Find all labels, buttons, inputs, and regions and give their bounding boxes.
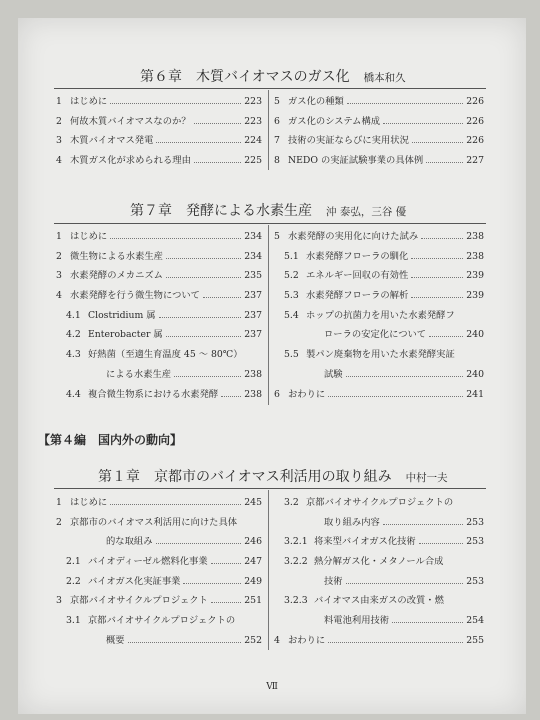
toc-leader-dots (110, 103, 241, 104)
toc-leader-dots (156, 142, 241, 143)
toc-entry (56, 227, 262, 247)
toc-leader-dots (110, 504, 241, 505)
toc-entry (274, 266, 484, 286)
toc-entry-label: ガス化の種類 (288, 96, 344, 107)
toc-entry-page: 238 (466, 231, 484, 242)
toc-entry (274, 345, 484, 365)
toc-entry-label: おわりに (288, 634, 326, 646)
toc-entry-number: 3 (56, 595, 62, 607)
toc-entry-page: 247 (244, 556, 262, 568)
toc-entry-label: はじめに (70, 497, 108, 508)
toc-leader-dots (110, 238, 241, 239)
chapter6-heading (140, 66, 406, 86)
toc-entry-label: 試験 (324, 368, 343, 380)
part4-heading: 【第４編 国内外の動向】 (38, 433, 183, 447)
toc-leader-dots (194, 162, 241, 163)
toc-entry-page: 234 (244, 250, 262, 262)
toc-entry-number: 3 (56, 270, 62, 282)
toc-entry-label: 複合微生物系における水素発酵 (88, 388, 219, 400)
chapter1-title: 第１章 京都市のバイオマス利活用の取り組み (98, 469, 392, 485)
toc-entry (274, 131, 484, 151)
toc-entry-label: 木質ガス化が求められる理由 (70, 155, 191, 167)
toc-entry-label: ガス化のシステム構成 (288, 115, 381, 127)
toc-entry (56, 345, 262, 365)
toc-entry-number: 5 (274, 231, 280, 242)
chapter6-divider (268, 90, 269, 170)
toc-entry (274, 532, 484, 552)
toc-leader-dots (183, 583, 241, 584)
chapter6-toc-left (56, 92, 262, 171)
toc-entry-label: おわりに (288, 388, 326, 400)
toc-leader-dots (328, 396, 463, 397)
toc-entry-label: 技術の実証ならびに実用状況 (288, 135, 409, 147)
toc-entry-label: 料電池利用技術 (324, 615, 390, 627)
toc-entry-label: 水素発酵の実用化に向けた試み (288, 231, 419, 242)
toc-entry-label: NEDO の実証試験事業の具体例 (288, 155, 424, 167)
toc-entry-label: 将来型バイオガス化技術 (314, 536, 416, 548)
toc-entry-label: 的な取組み (106, 536, 153, 548)
toc-entry-number: 6 (274, 388, 280, 400)
toc-entry-page: 237 (244, 329, 262, 341)
toc-entry-page: 223 (244, 115, 262, 127)
toc-entry-label: 技術 (324, 575, 343, 587)
toc-entry (56, 266, 262, 286)
toc-entry (274, 365, 484, 385)
toc-entry (274, 151, 484, 171)
toc-entry-number: 6 (274, 115, 280, 127)
toc-entry-page: 235 (244, 270, 262, 282)
toc-entry (274, 631, 484, 651)
toc-leader-dots (412, 142, 463, 143)
toc-entry (56, 365, 262, 385)
toc-entry-number: 4 (56, 290, 62, 302)
toc-entry-number: 1 (56, 96, 62, 107)
toc-entry-page: 249 (244, 575, 262, 587)
toc-entry-label: による水素生産 (106, 368, 172, 380)
toc-leader-dots (156, 543, 242, 544)
toc-leader-dots (419, 543, 464, 544)
toc-entry (274, 493, 484, 513)
toc-entry (274, 306, 484, 326)
chapter7-author: 沖 泰弘，三谷 優 (326, 206, 407, 218)
toc-entry-page: 252 (244, 634, 262, 646)
toc-entry-page: 238 (244, 388, 262, 400)
chapter1-toc-left (56, 493, 262, 651)
toc-entry-number: 3.2.2 (284, 556, 308, 568)
toc-entry-page: 251 (244, 595, 262, 607)
toc-entry-page: 226 (466, 96, 484, 107)
toc-entry (274, 112, 484, 132)
toc-entry-label: 取り組み内容 (324, 516, 380, 528)
toc-entry-label: はじめに (70, 231, 108, 242)
toc-entry-number: 7 (274, 135, 280, 147)
toc-entry (56, 325, 262, 345)
chapter6-title: 第６章 木質バイオマスのガス化 (140, 69, 350, 85)
toc-entry-label: 京都バイオサイクルプロジェクトの (88, 615, 236, 627)
toc-entry-number: 4.4 (66, 388, 81, 400)
toc-entry (56, 92, 262, 112)
toc-entry-number: 2.2 (66, 575, 81, 587)
chapter1-heading (98, 466, 448, 486)
toc-entry-label: 熱分解ガス化・メタノール合成 (314, 556, 444, 568)
toc-entry-number: 2 (56, 115, 62, 127)
toc-entry-page: 225 (244, 155, 262, 167)
toc-entry-label: 水素発酵フローラの馴化 (306, 250, 409, 262)
toc-entry-label: ホップの抗菌力を用いた水素発酵フ (306, 309, 455, 321)
toc-leader-dots (429, 336, 463, 337)
chapter7-toc-left (56, 227, 262, 404)
toc-entry-label: 京都バイオサイクルプロジェクト (70, 595, 208, 607)
toc-entry-label: 木質バイオマス発電 (70, 135, 154, 147)
toc-leader-dots (166, 336, 242, 337)
toc-entry-number: 4 (56, 155, 62, 167)
toc-leader-dots (411, 258, 463, 259)
toc-leader-dots (411, 297, 463, 298)
toc-entry-number: 5 (274, 96, 280, 107)
chapter6-author: 橋本和久 (363, 72, 406, 84)
toc-entry-number: 4.2 (66, 329, 81, 341)
toc-leader-dots (346, 583, 464, 584)
toc-entry-number: 2 (56, 516, 62, 528)
toc-entry-number: 2.1 (66, 556, 81, 568)
toc-entry-page: 227 (466, 155, 484, 167)
toc-entry (56, 247, 262, 267)
toc-entry (56, 385, 262, 405)
toc-entry (274, 227, 484, 247)
toc-entry-number: 4.3 (66, 349, 81, 361)
toc-leader-dots (383, 524, 463, 525)
toc-entry-label: Enterobacter 属 (88, 329, 163, 341)
toc-leader-dots (383, 123, 463, 124)
toc-entry (56, 493, 262, 513)
toc-entry-number: 3.2.3 (284, 595, 308, 607)
chapter1-divider (268, 490, 269, 650)
toc-leader-dots (194, 123, 242, 124)
toc-entry (56, 286, 262, 306)
toc-entry-number: 5.4 (284, 309, 299, 321)
toc-entry (56, 631, 262, 651)
toc-entry-number: 3 (56, 135, 62, 147)
toc-entry-number: 4 (274, 634, 280, 646)
toc-entry-page: 253 (466, 536, 484, 548)
toc-entry (274, 325, 484, 345)
toc-entry-label: はじめに (70, 96, 108, 107)
toc-entry-number: 5.5 (284, 349, 299, 361)
toc-entry-label: バイオマス由来ガスの改質・燃 (314, 595, 444, 607)
chapter1-toc-right (274, 493, 484, 651)
toc-leader-dots (328, 642, 463, 643)
chapter6-toc-right (274, 92, 484, 171)
toc-entry-label: 製パン廃棄物を用いた水素発酵実証 (306, 349, 455, 361)
toc-entry-page: 240 (466, 368, 484, 380)
toc-entry-page: 226 (466, 135, 484, 147)
toc-entry-label: エネルギー回収の有効性 (306, 270, 409, 282)
toc-entry-page: 239 (466, 270, 484, 282)
chapter7-divider (268, 225, 269, 405)
toc-entry-label: 水素発酵フローラの解析 (306, 290, 409, 302)
toc-entry (274, 552, 484, 572)
toc-entry-page: 239 (466, 290, 484, 302)
toc-entry (274, 591, 484, 611)
toc-entry-page: 238 (244, 368, 262, 380)
toc-entry-page: 234 (244, 231, 262, 242)
toc-entry (56, 131, 262, 151)
toc-leader-dots (211, 602, 241, 603)
toc-entry-number: 1 (56, 231, 62, 242)
toc-entry (56, 532, 262, 552)
toc-entry (274, 513, 484, 533)
toc-entry-number: 5.2 (284, 270, 299, 282)
toc-entry-label: 水素発酵を行う微生物について (70, 290, 200, 302)
toc-entry (274, 92, 484, 112)
chapter1-author: 中村一夫 (405, 472, 448, 484)
toc-entry-page: 223 (244, 96, 262, 107)
toc-entry (56, 306, 262, 326)
toc-entry-number: 3.2.1 (284, 536, 308, 548)
toc-entry-label: 概要 (106, 634, 125, 646)
toc-entry-page: 254 (466, 615, 484, 627)
toc-leader-dots (166, 258, 241, 259)
toc-leader-dots (166, 277, 241, 278)
toc-entry (56, 591, 262, 611)
toc-entry-label: 京都市のバイオマス利活用に向けた具体 (70, 516, 238, 528)
toc-entry-page: 237 (244, 309, 262, 321)
toc-entry-number: 4.1 (66, 309, 81, 321)
toc-entry-label: 微生物による水素生産 (70, 250, 163, 262)
toc-leader-dots (211, 563, 242, 564)
toc-entry (274, 286, 484, 306)
toc-entry-page: 226 (466, 115, 484, 127)
book-page (18, 18, 526, 714)
toc-leader-dots (411, 277, 463, 278)
toc-entry-page: 245 (244, 497, 262, 508)
toc-entry-label: バイオガス化実証事業 (88, 575, 181, 587)
toc-entry (274, 611, 484, 631)
toc-entry (56, 112, 262, 132)
toc-entry-page: 246 (244, 536, 262, 548)
toc-entry (56, 151, 262, 171)
toc-entry-label: バイオディーゼル燃料化事業 (88, 556, 208, 568)
toc-entry-page: 253 (466, 575, 484, 587)
toc-entry-page: 237 (244, 290, 262, 302)
toc-entry-page: 240 (466, 329, 484, 341)
toc-entry (56, 572, 262, 592)
chapter7-toc-right (274, 227, 484, 404)
toc-entry (56, 552, 262, 572)
toc-leader-dots (159, 317, 242, 318)
chapter1-rule (54, 488, 486, 489)
toc-entry-label: ローラの安定化について (324, 329, 427, 341)
toc-entry (56, 513, 262, 533)
page-number: Ⅶ (266, 682, 278, 692)
toc-entry-page: 255 (466, 634, 484, 646)
chapter6-rule (54, 88, 486, 89)
toc-entry (274, 247, 484, 267)
toc-entry-number: 3.1 (66, 615, 81, 627)
chapter7-title: 第７章 発酵による水素生産 (130, 203, 312, 219)
toc-entry-number: 2 (56, 250, 62, 262)
toc-entry (56, 611, 262, 631)
toc-entry-label: Clostridium 属 (88, 309, 156, 321)
chapter7-heading (130, 200, 406, 220)
toc-leader-dots (174, 376, 241, 377)
chapter7-rule (54, 223, 486, 224)
toc-entry (274, 572, 484, 592)
toc-entry-number: 5.1 (284, 250, 299, 262)
toc-leader-dots (221, 396, 241, 397)
toc-entry-label: 京都バイオサイクルプロジェクトの (306, 497, 454, 508)
toc-entry-page: 224 (244, 135, 262, 147)
toc-entry-number: 3.2 (284, 497, 299, 508)
toc-leader-dots (203, 297, 241, 298)
toc-entry-page: 238 (466, 250, 484, 262)
toc-entry (274, 385, 484, 405)
toc-entry-number: 5.3 (284, 290, 299, 302)
toc-entry-number: 1 (56, 497, 62, 508)
toc-entry-label: 何故木質バイオマスなのか？ (70, 115, 191, 127)
toc-entry-page: 241 (466, 388, 484, 400)
toc-leader-dots (128, 642, 242, 643)
toc-entry-number: 8 (274, 155, 280, 167)
toc-entry-label: 好熱菌（至適生育温度 45 ～ 80℃） (88, 349, 243, 361)
toc-leader-dots (392, 622, 463, 623)
toc-leader-dots (421, 238, 463, 239)
toc-entry-page: 253 (466, 516, 484, 528)
toc-entry-label: 水素発酵のメカニズム (70, 270, 163, 282)
toc-leader-dots (346, 376, 464, 377)
toc-leader-dots (347, 103, 463, 104)
toc-leader-dots (426, 162, 463, 163)
